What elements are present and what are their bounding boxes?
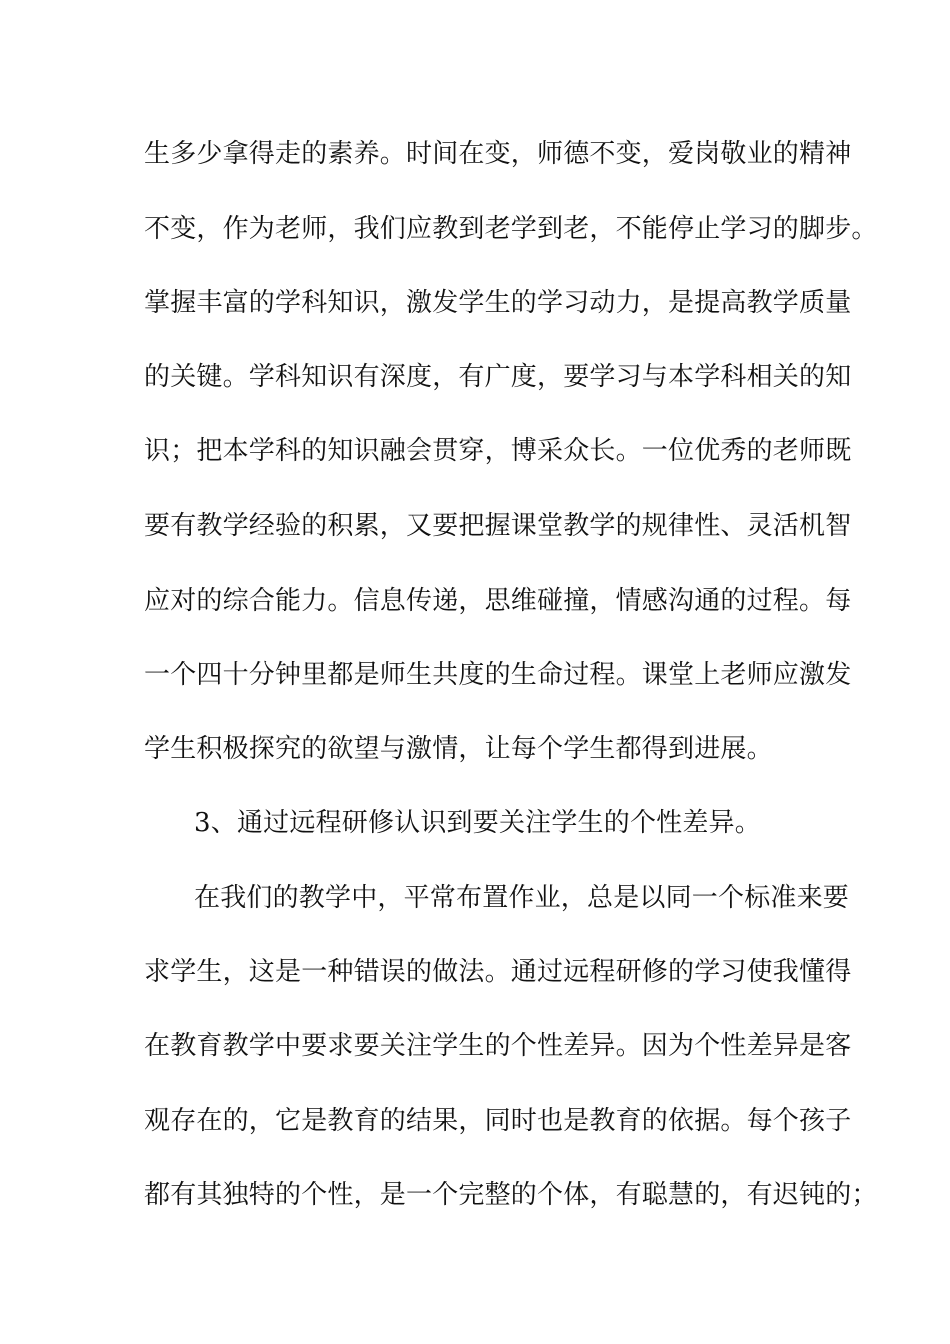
text-line: 应对的综合能力。信息传递，思维碰撞，情感沟通的过程。每: [144, 586, 852, 616]
text-line: 在教育教学中要求要关注学生的个性差异。因为个性差异是客: [144, 1031, 852, 1061]
section-heading: 3、通过远程研修认识到要关注学生的个性差异。: [194, 808, 761, 838]
paragraph-first-line: 在我们的教学中，平常布置作业，总是以同一个标准来要: [194, 883, 850, 913]
text-line: 求学生，这是一种错误的做法。通过远程研修的学习使我懂得: [144, 957, 852, 987]
text-line: 掌握丰富的学科知识，激发学生的学习动力，是提高教学质量: [144, 288, 852, 318]
text-line: 观存在的，它是教育的结果，同时也是教育的依据。每个孩子: [144, 1106, 852, 1136]
text-line: 一个四十分钟里都是师生共度的生命过程。课堂上老师应激发: [144, 660, 852, 690]
text-line: 都有其独特的个性，是一个完整的个体，有聪慧的，有迟钝的；: [144, 1180, 878, 1210]
text-line: 不变，作为老师，我们应教到老学到老，不能停止学习的脚步。: [144, 214, 878, 244]
text-line: 识；把本学科的知识融会贯穿，博采众长。一位优秀的老师既: [144, 436, 852, 466]
text-line: 要有教学经验的积累，又要把握课堂教学的规律性、灵活机智: [144, 511, 852, 541]
text-line: 生多少拿得走的素养。时间在变，师德不变，爱岗敬业的精神: [144, 139, 852, 169]
text-line: 的关键。学科知识有深度，有广度，要学习与本学科相关的知: [144, 362, 852, 392]
text-line: 学生积极探究的欲望与激情，让每个学生都得到进展。: [144, 734, 773, 764]
